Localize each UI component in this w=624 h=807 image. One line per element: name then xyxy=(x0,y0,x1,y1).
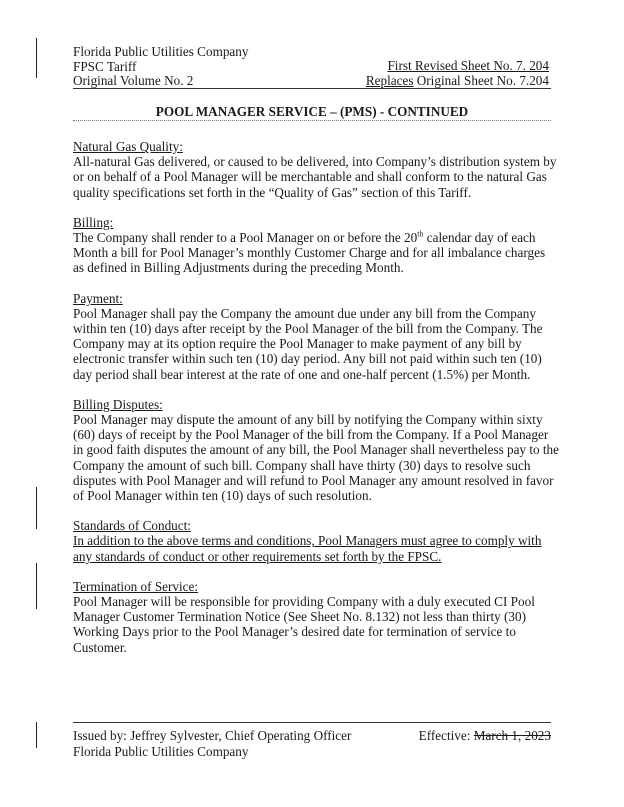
billing-text-end: calendar day of each Month a bill for Pool Manager’s monthly Customer Charge and for all imbalance charges as defined in Billing Adjustments during the preceding Month. xyxy=(73,230,546,276)
effective-label: Effective: xyxy=(418,728,474,743)
billing-ordinal: th xyxy=(417,229,424,239)
section-heading: Billing: xyxy=(73,214,114,230)
title-divider xyxy=(73,120,551,121)
header-volume: Original Volume No. 2 xyxy=(73,73,194,89)
section-text: Pool Manager may dispute the amount of any bill by notifying the Company within sixty (60) days of receipt by the Pool Manager of the bill from the Company. If a Pool Manager in good faith disputes the amount of any bill, the Pool Manager shall nevertheless pay to the Company the amount of such bill. Company shall have thirty (30) days to resolve such disputes with Pool Manager and will refund to Pool Manager any amount resolved in favor of Pool Manager within ten (10) days of such resolution. xyxy=(73,412,560,504)
section-heading: Payment: xyxy=(73,290,123,306)
section-text: Pool Manager shall pay the Company the amount due under any bill from the Company within ten (10) days after receipt by the Pool Manager of the bill from the Company. The Company may at its option require the Pool Manager to make payment of any bill by electronic transfer within such ten (10) day period. Any bill not paid within such ten (10) day period shall bear interest at the rate of one and one-half percent (1.5%) per Month. xyxy=(73,305,543,382)
header-divider xyxy=(73,88,551,89)
section-heading: Standards of Conduct: xyxy=(73,518,191,534)
section-standards-of-conduct xyxy=(73,518,559,564)
section-payment xyxy=(73,291,559,382)
revision-bar xyxy=(36,722,37,748)
section-heading: Termination of Service: xyxy=(73,578,199,594)
page-title: POOL MANAGER SERVICE – (PMS) - CONTINUED xyxy=(155,104,469,119)
section-billing-disputes xyxy=(73,397,559,503)
header-company: Florida Public Utilities Company xyxy=(73,44,249,59)
section-text: In addition to the above terms and conditions, Pool Managers must agree to comply with any standards of conduct or other requirements set forth by the FPSC. xyxy=(73,533,542,564)
header-sheet: First Revised Sheet No. 7. 204 xyxy=(387,58,549,73)
effective-date: March 1, 2023 xyxy=(473,728,551,743)
revision-bar xyxy=(36,563,37,609)
revision-bar xyxy=(36,38,37,78)
header-tariff: FPSC Tariff xyxy=(73,58,137,74)
section-termination xyxy=(73,579,559,655)
footer-issued-by: Issued by: Jeffrey Sylvester, Chief Operating Officer xyxy=(73,728,352,743)
footer-company: Florida Public Utilities Company xyxy=(73,743,249,759)
header-left xyxy=(73,45,248,89)
revision-bar xyxy=(36,487,37,529)
footer-divider xyxy=(73,722,551,723)
section-heading: Natural Gas Quality: xyxy=(73,139,183,154)
section-text: Pool Manager will be responsible for providing Company with a duly executed CI Pool Manager Customer Termination Notice (See Sheet No. 8.132) not less than thirty (30) Working Days prior to the Pool Manager’s desired date for termination of service to Customer. xyxy=(73,594,535,655)
header-replaces-rest: Original Sheet No. 7.204 xyxy=(413,72,549,88)
document-body xyxy=(73,139,559,670)
section-gas-quality xyxy=(73,139,559,200)
header-replaces xyxy=(366,74,549,89)
header-right xyxy=(366,59,549,88)
footer-effective xyxy=(419,728,551,744)
section-text xyxy=(73,230,559,276)
header-replaces-word: Replaces xyxy=(365,72,414,88)
section-heading: Billing Disputes: xyxy=(73,396,163,412)
section-text: All-natural Gas delivered, or caused to be delivered, into Company’s distribution system by or on behalf of a Pool Manager will be merchantable and shall conform to the natural Gas quality specifications set forth in the “Quality of Gas” section of this Tariff. xyxy=(73,154,557,200)
billing-text-start: The Company shall render to a Pool Manager on or before the 20 xyxy=(73,230,418,246)
footer-left xyxy=(73,728,351,759)
section-billing xyxy=(73,215,559,276)
